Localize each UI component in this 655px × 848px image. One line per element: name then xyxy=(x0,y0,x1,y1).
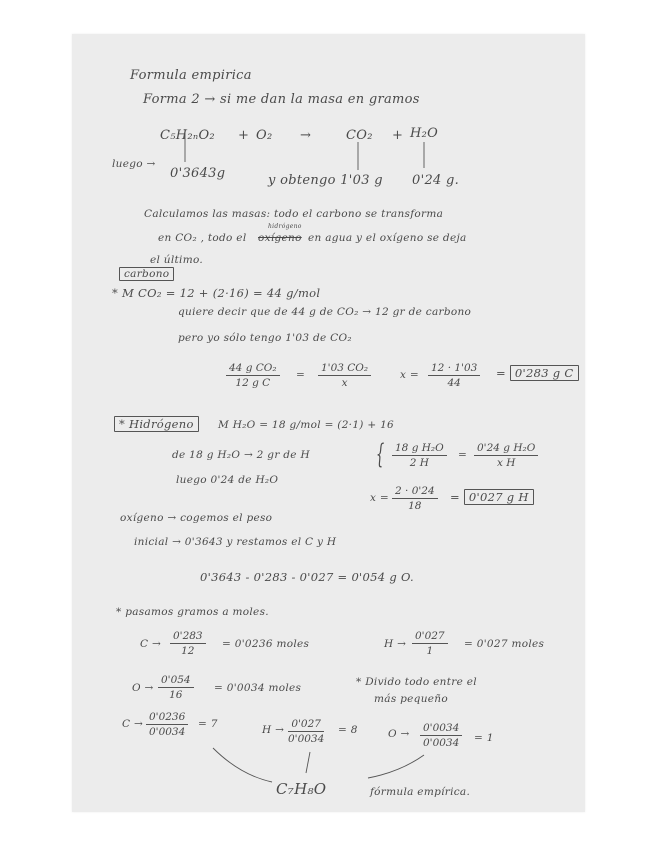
hidrogeno-box: * Hidrógeno xyxy=(114,416,199,432)
fraction-o-moles xyxy=(158,674,194,701)
fraction-carbon-calc xyxy=(428,362,480,389)
carbon-result-box: 0'283 g C xyxy=(510,365,579,381)
fraction-numerator: 0'283 xyxy=(170,630,206,644)
fraction-h-moles xyxy=(412,630,448,657)
fraction-denominator: 0'0034 xyxy=(149,726,186,738)
fraction-numerator: 0'027 xyxy=(412,630,448,644)
carbon-result: = 0'283 g C xyxy=(496,366,579,380)
reaction-arrow: → xyxy=(300,128,312,143)
para1-line1: Calculamos las masas: todo el carbono se transforma xyxy=(144,208,444,220)
x-equals-1: x = xyxy=(400,369,419,381)
fraction-water-ratio xyxy=(392,442,447,469)
oxigeno-line: oxígeno → cogemos el peso xyxy=(120,512,273,524)
fraction-numerator: 0'0236 xyxy=(146,711,188,725)
h-ratio-result: = 8 xyxy=(338,724,358,736)
hidrogeno-label xyxy=(114,417,199,431)
equals-2: = xyxy=(458,449,468,461)
fraction-numerator: 2 · 0'24 xyxy=(392,485,438,499)
fraction-c-moles xyxy=(170,630,206,657)
hydrogen-result-box: 0'027 g H xyxy=(464,489,534,505)
fraction-denominator: 44 xyxy=(447,377,461,389)
c-moles-result: = 0'0236 moles xyxy=(222,638,310,650)
divide-note-line1: * Divido todo entre el xyxy=(356,676,477,688)
crossed-word: oxígeno xyxy=(258,232,302,244)
fraction-denominator: x xyxy=(341,377,348,389)
fraction-denominator: 2 H xyxy=(409,457,429,469)
o-ratio-result: = 1 xyxy=(474,732,494,744)
fraction-numerator: 0'0034 xyxy=(420,722,462,736)
fraction-numerator: 0'24 g H₂O xyxy=(474,442,538,456)
sample-mass: 0'3643g xyxy=(170,166,226,181)
fraction-h-ratio xyxy=(288,718,324,745)
reactant-2: O₂ xyxy=(256,128,273,143)
fraction-numerator: 1'03 CO₂ xyxy=(318,362,371,376)
h-moles-lhs: H → xyxy=(384,638,407,650)
luego-label: luego → xyxy=(112,158,156,170)
fraction-denominator: 1 xyxy=(426,645,434,657)
mh2o-line: M H₂O = 18 g/mol = (2·1) + 16 xyxy=(218,419,395,431)
brace-glyph: { xyxy=(376,440,385,472)
luego-h2o-line: luego 0'24 de H₂O xyxy=(176,474,279,486)
product-1: CO₂ xyxy=(346,128,373,143)
quiere-decir-line: quiere decir que de 44 g de CO₂ → 12 gr de carbono xyxy=(178,306,472,318)
de18-line: de 18 g H₂O → 2 gr de H xyxy=(172,449,310,461)
c-moles-lhs: C → xyxy=(140,638,162,650)
water-mass: 0'24 g. xyxy=(412,173,460,188)
divide-note-line2: más pequeño xyxy=(374,693,448,705)
pasamos-line: * pasamos gramos a moles. xyxy=(116,606,269,618)
obtengo-text: y obtengo 1'03 g xyxy=(268,173,383,188)
carbono-box: carbono xyxy=(119,267,174,281)
c-ratio-result: = 7 xyxy=(198,718,218,730)
fraction-hydrogen-calc xyxy=(392,485,438,512)
h-ratio-lhs: H → xyxy=(262,724,285,736)
equals-1: = xyxy=(296,369,306,381)
para1-line2a: en CO₂ , todo el xyxy=(158,232,247,244)
hydrogen-result: = 0'027 g H xyxy=(450,490,534,504)
fraction-co2-ratio xyxy=(226,362,280,389)
fraction-denominator: 12 xyxy=(181,645,195,657)
final-formula: C₇H₈O xyxy=(276,780,327,798)
o-moles-result: = 0'0034 moles xyxy=(214,682,302,694)
fraction-co2-sample xyxy=(318,362,371,389)
o-ratio-lhs: O → xyxy=(388,728,410,740)
page-title: Formula empirica xyxy=(130,68,252,83)
fraction-denominator: 0'0034 xyxy=(288,733,325,745)
fraction-numerator: 0'027 xyxy=(288,718,324,732)
carbono-label xyxy=(119,268,174,280)
x-equals-2: x = xyxy=(370,492,389,504)
fraction-water-sample xyxy=(474,442,538,469)
mco2-line: * M CO₂ = 12 + (2·16) = 44 g/mol xyxy=(112,286,321,300)
reactant-1: C₅H₂ₙO₂ xyxy=(160,128,215,143)
fraction-denominator: 16 xyxy=(169,689,183,701)
fraction-numerator: 12 · 1'03 xyxy=(428,362,480,376)
fraction-denominator: 12 g C xyxy=(235,377,271,389)
fraction-numerator: 44 g CO₂ xyxy=(226,362,280,376)
fraction-denominator: 0'0034 xyxy=(423,737,460,749)
fraction-o-ratio xyxy=(420,722,462,749)
correction-superscript: hidrógeno xyxy=(268,223,302,230)
fraction-denominator: x H xyxy=(496,457,516,469)
forma-line: Forma 2 → si me dan la masa en gramos xyxy=(143,92,420,107)
pero-yo-line: pero yo sólo tengo 1'03 de CO₂ xyxy=(178,332,352,344)
plus-1: + xyxy=(238,128,250,143)
final-label: fórmula empírica. xyxy=(370,786,471,798)
fraction-numerator: 18 g H₂O xyxy=(392,442,447,456)
c-ratio-lhs: C → xyxy=(122,718,144,730)
plus-2: + xyxy=(392,128,404,143)
h-moles-result: = 0'027 moles xyxy=(464,638,545,650)
fraction-denominator: 18 xyxy=(408,500,422,512)
fraction-c-ratio xyxy=(146,711,188,738)
oxygen-subtraction: 0'3643 - 0'283 - 0'027 = 0'054 g O. xyxy=(200,570,414,584)
fraction-numerator: 0'054 xyxy=(158,674,194,688)
para1-line3: el último. xyxy=(150,254,204,266)
para1-line2b: en agua y el oxígeno se deja xyxy=(308,232,467,244)
inicial-line: inicial → 0'3643 y restamos el C y H xyxy=(134,536,337,548)
o-moles-lhs: O → xyxy=(132,682,154,694)
product-2: H₂O xyxy=(410,126,439,141)
